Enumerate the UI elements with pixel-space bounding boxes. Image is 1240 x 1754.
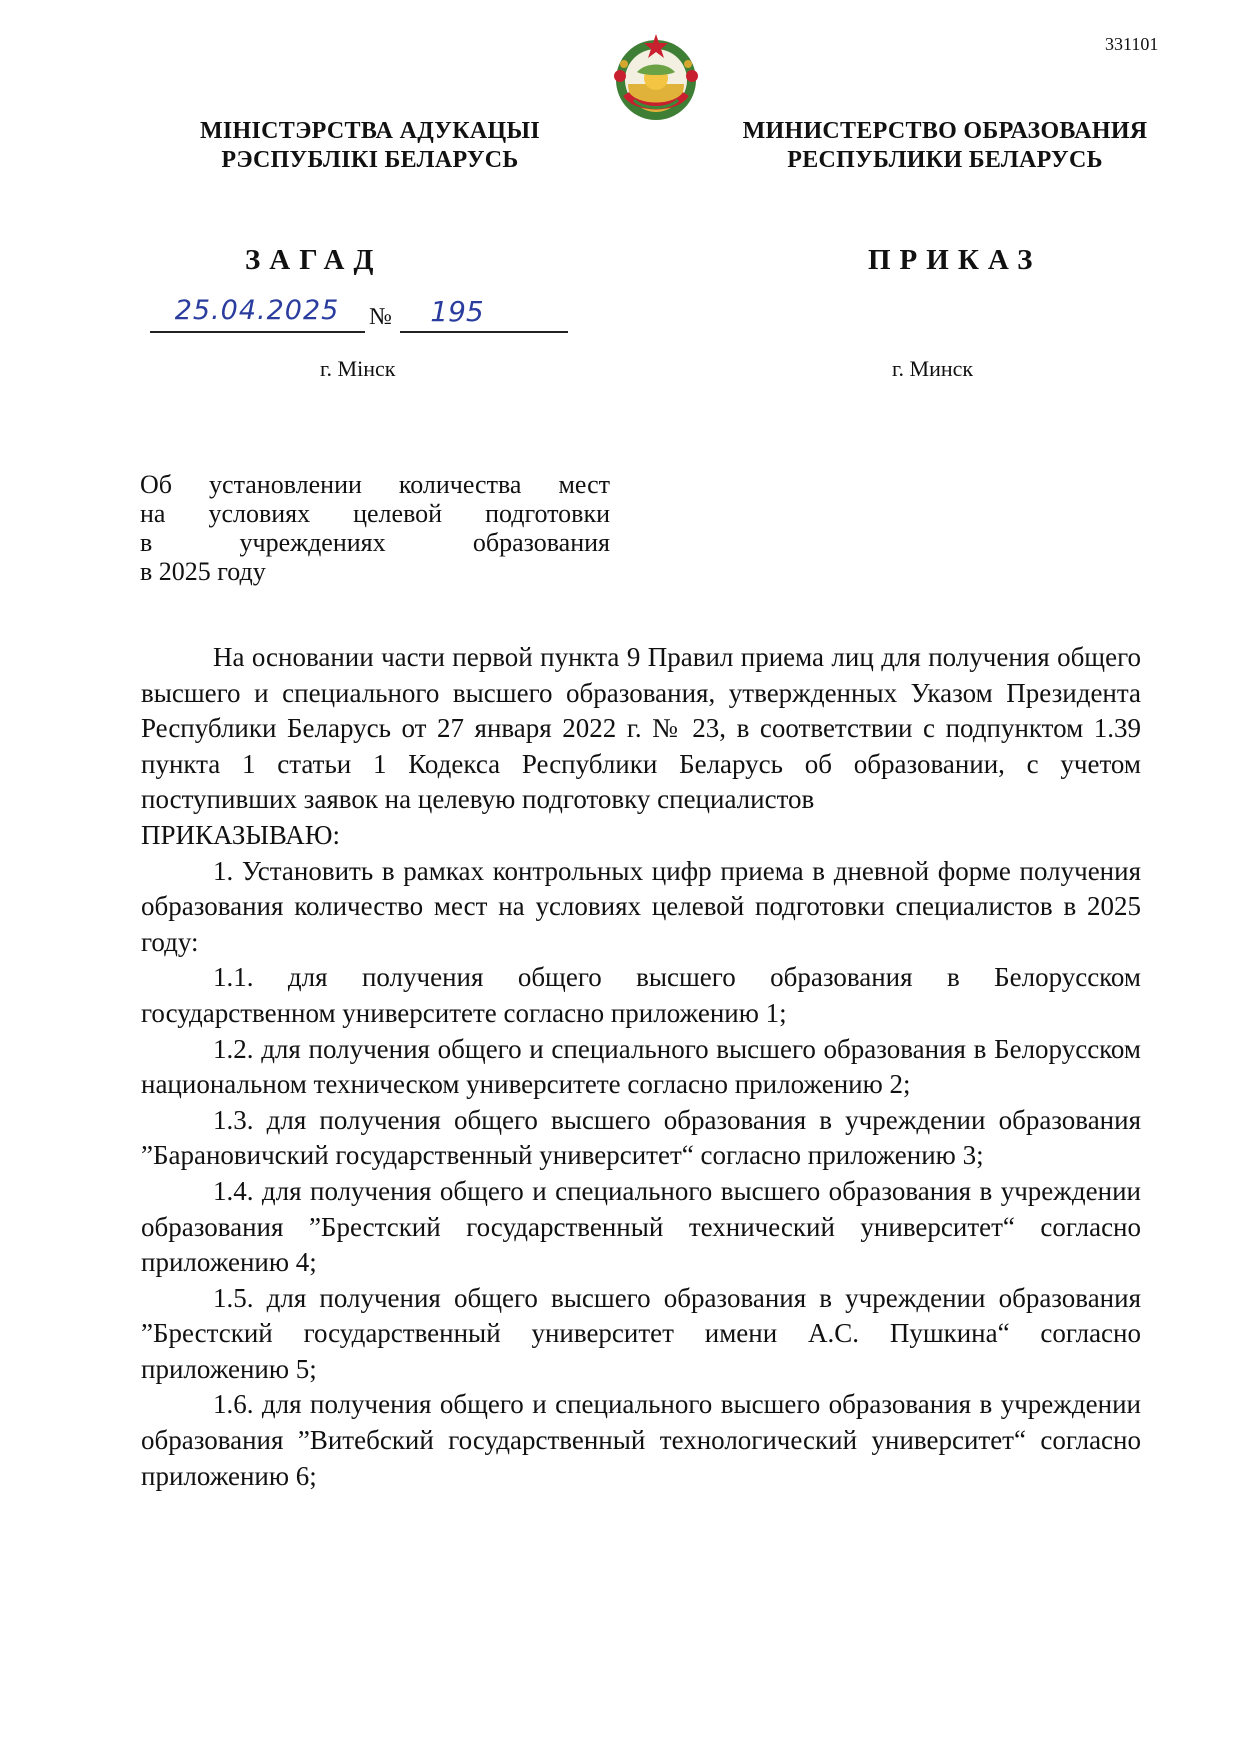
ministry-by-line1: МІНІСТЭРСТВА АДУКАЦЫІ bbox=[199, 118, 541, 144]
ministry-ru-line1: МИНИСТЕРСТВО ОБРАЗОВАНИЯ bbox=[742, 118, 1148, 144]
item-1-3: 1.3. для получения общего высшего образования в учреждении образования ”Барановичский государственный университет“ согласно приложению 3; bbox=[141, 1104, 1141, 1171]
subject-line: в учреждениях образования bbox=[140, 528, 610, 557]
order-number: 195 bbox=[430, 295, 484, 328]
item-1: 1. Установить в рамках контрольных цифр приема в дневной форме получения образования количество мест на условиях целевой подготовки специалистов в 2025 году: bbox=[141, 855, 1141, 957]
document-body bbox=[141, 640, 1141, 1494]
document-subject bbox=[140, 470, 610, 586]
order-date: 25.04.2025 bbox=[174, 295, 340, 326]
order-number-label: № bbox=[369, 304, 392, 330]
item-1-5: 1.5. для получения общего высшего образования в учреждении образования ”Брестский государственный университет имени А.С. Пушкина“ согласно приложению 5; bbox=[141, 1282, 1141, 1384]
doctype-belarusian: ЗАГАД bbox=[245, 244, 383, 276]
item-1-6: 1.6. для получения общего и специального высшего образования в учреждении образования ”Витебский государственный технологический университет“ согласно приложению 6; bbox=[141, 1389, 1141, 1491]
ministry-name-russian bbox=[720, 117, 1170, 175]
preamble-paragraph: На основании части первой пункта 9 Правил приема лиц для получения общего высшего и специального высшего образования, утвержденных Указом Президента Республики Беларусь от 27 января 2022 г. № 23, в соответствии с подпунктом 1.39 пункта 1 статьи 1 Кодекса Республики Беларусь об образовании, с учетом поступивших заявок на целевую подготовку специалистов bbox=[141, 642, 1141, 815]
subject-line: на условиях целевой подготовки bbox=[140, 499, 610, 528]
doctype-russian: ПРИКАЗ bbox=[868, 244, 1042, 276]
ministry-ru-line2: РЕСПУБЛИКИ БЕЛАРУСЬ bbox=[787, 147, 1103, 173]
number-underline bbox=[400, 331, 568, 333]
ministry-name-belarusian bbox=[150, 117, 590, 175]
order-word: ПРИКАЗЫВАЮ: bbox=[141, 819, 340, 850]
city-russian: г. Минск bbox=[892, 356, 974, 381]
city-belarusian: г. Мінск bbox=[320, 356, 396, 381]
item-1-1: 1.1. для получения общего высшего образования в Белорусском государственном университете согласно приложению 1; bbox=[141, 962, 1141, 1028]
order-date-number-line bbox=[150, 290, 570, 334]
subject-line: в 2025 году bbox=[140, 557, 266, 586]
item-1-4: 1.4. для получения общего и специального высшего образования в учреждении образования ”Брестский государственный технический университет“ согласно приложению 4; bbox=[141, 1175, 1141, 1278]
state-emblem-icon bbox=[606, 26, 706, 126]
document-code: 331101 bbox=[1105, 34, 1159, 54]
ministry-by-line2: РЭСПУБЛІКІ БЕЛАРУСЬ bbox=[221, 147, 519, 173]
subject-line: Об установлении количества мест bbox=[140, 470, 610, 499]
item-1-2: 1.2. для получения общего и специального высшего образования в Белорусском национальном техническом университете согласно приложению 2; bbox=[141, 1033, 1141, 1100]
date-underline bbox=[150, 331, 365, 333]
